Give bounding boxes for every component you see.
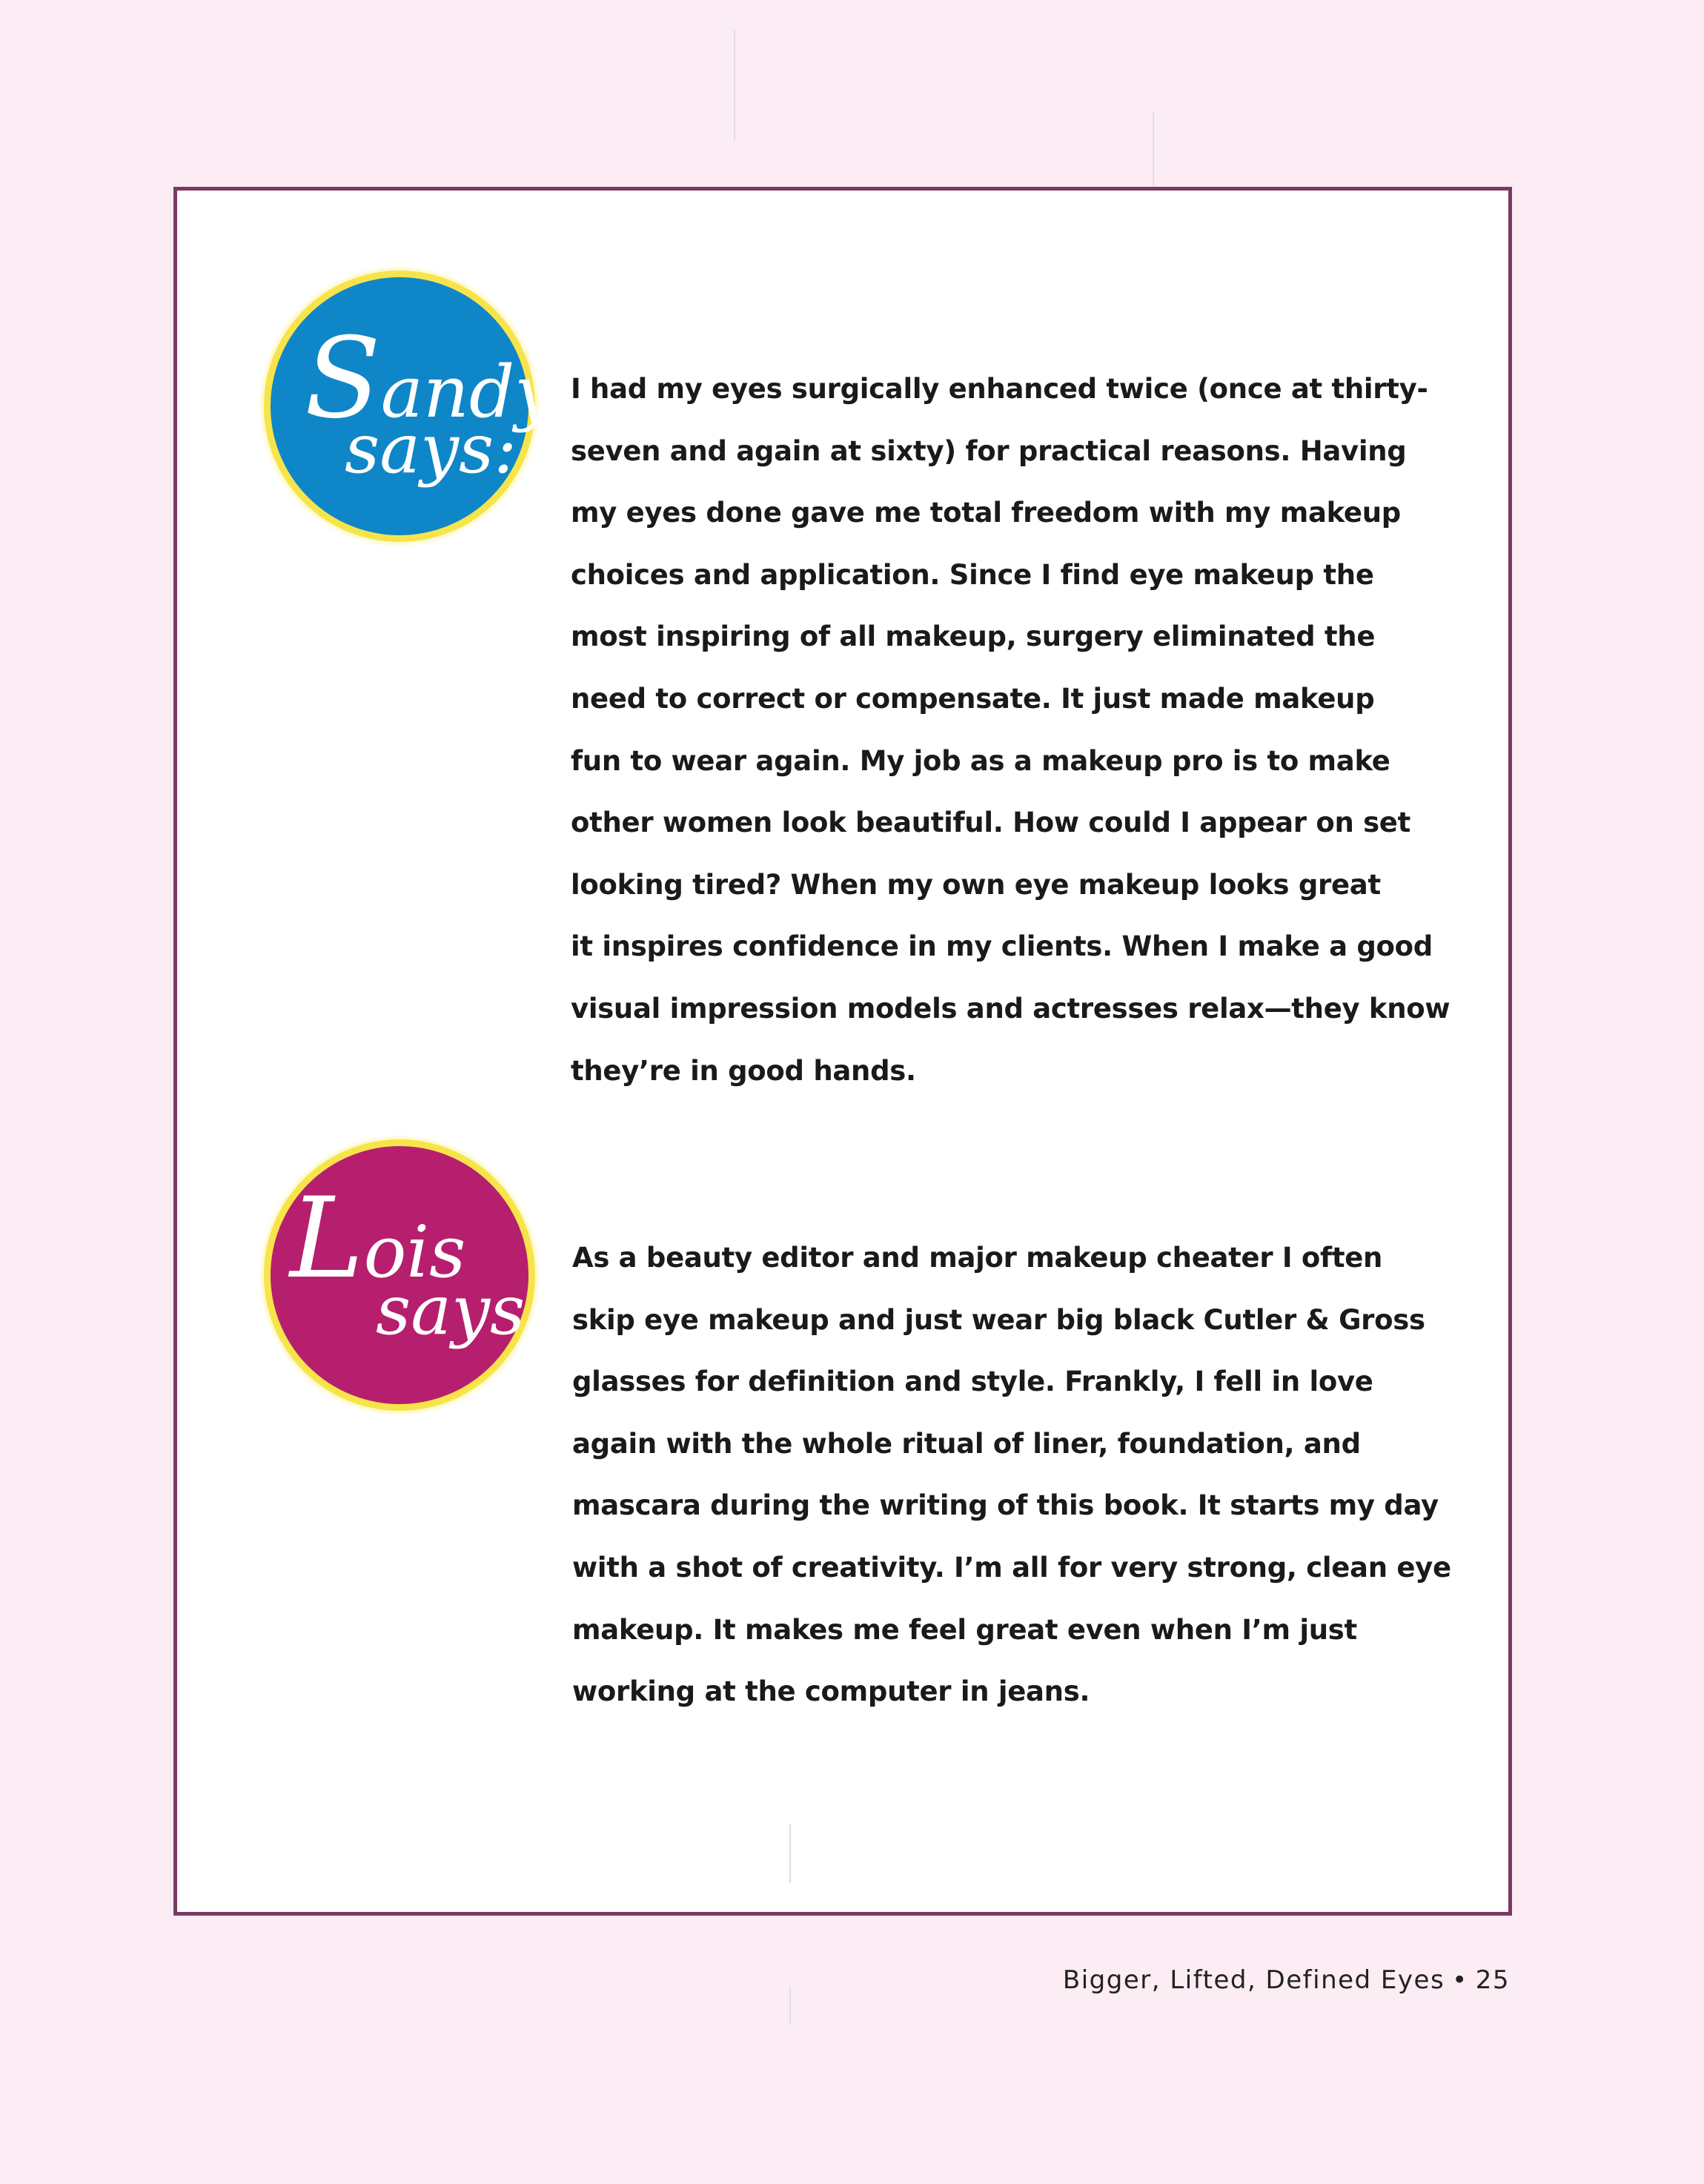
badge-says: says:: [345, 409, 517, 489]
quote-line: I had my eyes surgically enhanced twice (once at thirty-: [571, 373, 1428, 405]
quote-line: makeup. It makes me feel great even when I’m just: [572, 1613, 1357, 1646]
quote-line: choices and application. Since I find eye makeup the: [571, 558, 1374, 591]
quote-line: they’re in good hands.: [571, 1054, 916, 1087]
quote-line: skip eye makeup and just wear big black Cutler & Gross: [572, 1303, 1425, 1336]
quote-line: visual impression models and actresses relax—they know: [571, 992, 1451, 1025]
quote-line: mascara during the writing of this book. It starts my day: [572, 1489, 1439, 1522]
quote-line: again with the whole ritual of liner, foundation, and: [572, 1427, 1361, 1460]
badge-name: Lois: [290, 1174, 466, 1303]
quote-line: need to correct or compensate. It just made makeup: [571, 682, 1375, 715]
badge-name: Sandy: [305, 314, 555, 443]
lois-says-badge: [264, 1139, 548, 1411]
quote-line: with a shot of creativity. I’m all for very strong, clean eye: [572, 1551, 1451, 1584]
page-number: 25: [1475, 1965, 1510, 1995]
scan-artifact: [734, 30, 735, 141]
quote-line: working at the computer in jeans.: [572, 1675, 1090, 1708]
scan-artifact: [789, 1824, 791, 1883]
sandy-says-badge: [264, 271, 555, 542]
badge-says: says:: [376, 1271, 548, 1350]
quote-line: seven and again at sixty) for practical reasons. Having: [571, 434, 1407, 467]
page-footer: [1063, 1965, 1510, 1995]
quote-line: looking tired? When my own eye makeup looks great: [571, 868, 1381, 901]
quote-line: it inspires confidence in my clients. When I make a good: [571, 930, 1433, 963]
quote-line: my eyes done gave me total freedom with my makeup: [571, 497, 1401, 529]
quote-line: other women look beautiful. How could I appear on set: [571, 807, 1410, 839]
bullet-separator: •: [1452, 1965, 1468, 1995]
scan-artifact: [789, 1987, 791, 2024]
scan-artifact: [1153, 111, 1154, 185]
quote-line: As a beauty editor and major makeup cheater I often: [572, 1242, 1383, 1274]
sandy-quote: [571, 358, 1451, 1102]
quote-line: fun to wear again. My job as a makeup pro is to make: [571, 744, 1390, 777]
chapter-title: Bigger, Lifted, Defined Eyes: [1062, 1965, 1445, 1995]
lois-quote: [572, 1227, 1451, 1723]
quote-line: most inspiring of all makeup, surgery eliminated the: [571, 621, 1376, 653]
quote-line: glasses for definition and style. Frankly, I fell in love: [572, 1366, 1373, 1398]
